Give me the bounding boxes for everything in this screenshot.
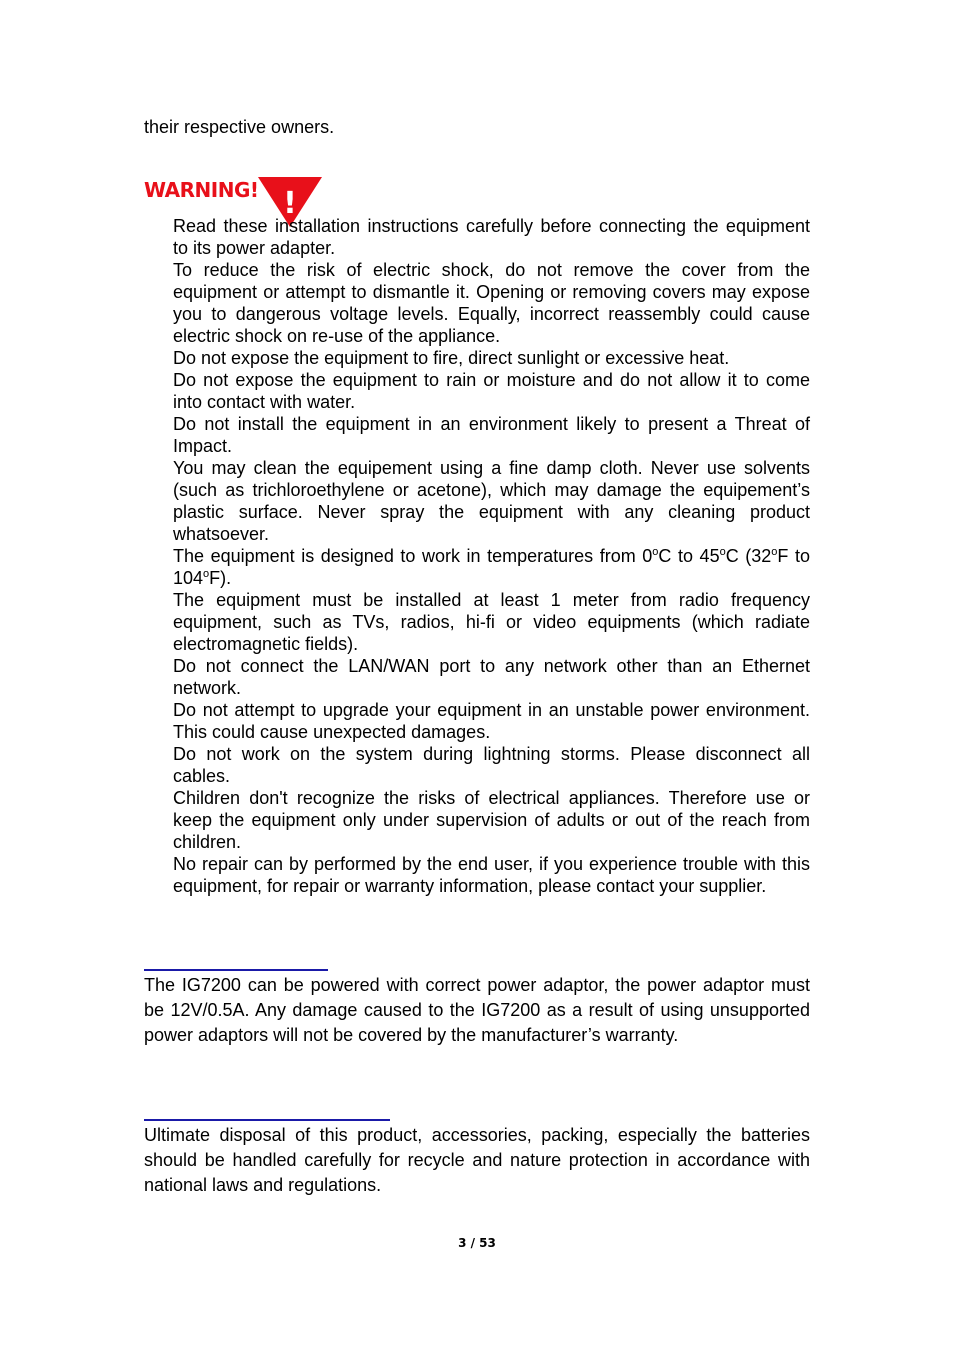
warning-item: The equipment must be installed at least 1 meter from radio frequency equipment, such as TVs, radios, hi-fi or video equipments (which radiate electromagnetic fields). — [173, 590, 810, 654]
warning-item: Children don't recognize the risks of electrical appliances. Therefore use or keep the equipment only under supervision of adults or out of the reach from children. — [173, 788, 810, 852]
warning-item: Read these installation instructions carefully before connecting the equipment to its power adapter. — [173, 216, 810, 258]
section-rule-disposal — [144, 1119, 390, 1121]
warning-title: WARNING! — [144, 178, 259, 202]
power-adaptor-paragraph: The IG7200 can be powered with correct power adaptor, the power adaptor must be 12V/0.5A. Any damage caused to the IG7200 as a result of using unsupported power adaptors will not be covered by the manufacturer’s warranty. — [144, 975, 810, 1045]
warning-item-temperature: The equipment is designed to work in temperatures from 0$^o$C to 45$^o$C (32$^o$F to 104$^o$F). — [173, 546, 810, 588]
section-rule-power — [144, 969, 328, 971]
warning-list — [173, 215, 810, 897]
warning-item: Do not work on the system during lightning storms. Please disconnect all cables. — [173, 744, 810, 786]
page-number: 3 / 53 — [458, 1236, 496, 1250]
warning-item: You may clean the equipement using a fine damp cloth. Never use solvents (such as trichloroethylene or acetone), which may damage the equipement’s plastic surface. Never spray the equipment with any cleaning product whatsoever. — [173, 458, 810, 544]
warning-item: To reduce the risk of electric shock, do not remove the cover from the equipment or attempt to dismantle it. Opening or removing covers may expose you to dangerous voltage levels. Equally, incorrect reassembly could cause electric shock on re-use of the appliance. — [173, 260, 810, 346]
warning-item: Do not connect the LAN/WAN port to any network other than an Ethernet network. — [173, 656, 810, 698]
warning-item: Do not expose the equipment to fire, direct sunlight or excessive heat. — [173, 348, 730, 368]
disposal-paragraph: Ultimate disposal of this product, accessories, packing, especially the batteries should be handled carefully for recycle and nature protection in accordance with national laws and regulations. — [144, 1125, 810, 1195]
warning-item: Do not attempt to upgrade your equipment in an unstable power environment. This could cause unexpected damages. — [173, 700, 810, 742]
warning-icon-glyph: ! — [283, 186, 297, 221]
warning-item: Do not install the equipment in an environment likely to present a Threat of Impact. — [173, 414, 810, 456]
warning-item: No repair can by performed by the end user, if you experience trouble with this equipment, for repair or warranty information, please contact your supplier. — [173, 854, 810, 896]
intro-text: their respective owners. — [144, 117, 335, 137]
warning-item: Do not expose the equipment to rain or moisture and do not allow it to come into contact with water. — [173, 370, 810, 412]
